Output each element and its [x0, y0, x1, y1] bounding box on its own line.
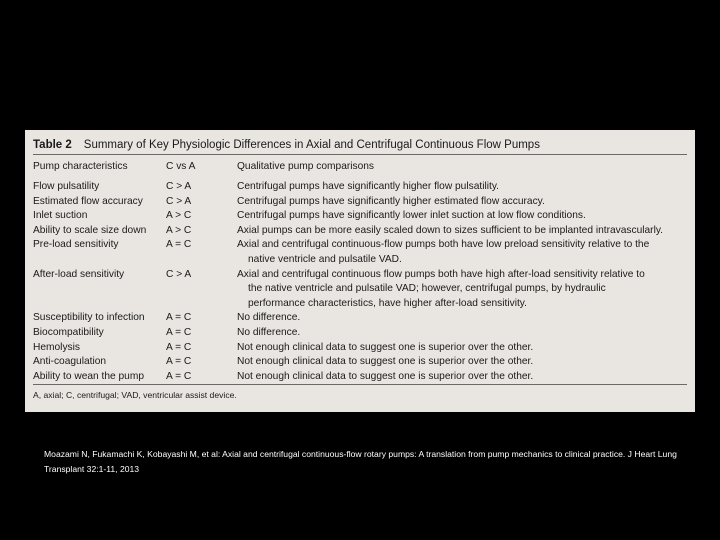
table-row — [33, 370, 687, 385]
cell-characteristic: Ability to scale size down — [33, 224, 147, 236]
cell-qualitative — [237, 224, 687, 239]
qualitative-line: performance characteristics, have higher after-load sensitivity. — [248, 297, 527, 309]
cell-characteristic: Ability to wean the pump — [33, 370, 144, 382]
cell-comparison: A > C — [166, 224, 192, 236]
cell-qualitative — [237, 341, 687, 356]
qualitative-line: Axial pumps can be more easily scaled down to sizes sufficient to be implanted intravascularly. — [237, 224, 664, 236]
qualitative-line: Axial and centrifugal continuous flow pumps both have high after-load sensitivity relative to — [237, 268, 645, 280]
table-row — [33, 326, 687, 341]
header-c-vs-a: C vs A — [166, 160, 196, 172]
qualitative-line: No difference. — [237, 326, 301, 338]
cell-characteristic: Biocompatibility — [33, 326, 104, 338]
cell-comparison: A = C — [166, 239, 192, 251]
cell-characteristic: Estimated flow accuracy — [33, 195, 143, 207]
cell-comparison: C > A — [166, 181, 192, 192]
table-row — [33, 177, 687, 195]
table-row — [33, 195, 687, 210]
cell-characteristic: After-load sensitivity — [33, 268, 125, 280]
qualitative-line: Not enough clinical data to suggest one is superior over the other. — [237, 370, 534, 382]
table-figure — [25, 130, 695, 412]
cell-qualitative — [237, 209, 687, 224]
table-row — [33, 238, 687, 267]
table-body — [33, 177, 687, 384]
table-label: Table 2 — [33, 139, 72, 151]
cell-qualitative — [237, 311, 687, 326]
cell-characteristic: Inlet suction — [33, 210, 88, 222]
table-row — [33, 355, 687, 370]
cell-comparison: A = C — [166, 326, 192, 338]
cell-qualitative — [237, 355, 687, 370]
qualitative-line: No difference. — [237, 312, 301, 324]
cell-qualitative — [237, 370, 687, 385]
cell-qualitative — [237, 238, 687, 267]
cell-characteristic: Anti-coagulation — [33, 356, 107, 368]
qualitative-line: Centrifugal pumps have significantly higher flow pulsatility. — [237, 181, 499, 192]
header-row — [33, 155, 687, 177]
qualitative-line: native ventricle and pulsatile VAD. — [248, 253, 402, 265]
citation: Moazami N, Fukamachi K, Kobayashi M, et al: Axial and centrifugal continuous-flow rotary pumps: A translation from pump mechanics to clinical practice. J Heart Lung Transplant 32:1-11, 2013 — [44, 449, 677, 474]
table-row — [33, 268, 687, 312]
table-title: Summary of Key Physiologic Differences in Axial and Centrifugal Continuous Flow Pumps — [83, 139, 540, 151]
table-row — [33, 311, 687, 326]
cell-comparison: A > C — [166, 210, 192, 222]
cell-comparison: C > A — [166, 195, 192, 207]
qualitative-line: Not enough clinical data to suggest one is superior over the other. — [237, 341, 534, 353]
qualitative-line: the native ventricle and pulsatile VAD; however, centrifugal pumps, by hydraulic — [248, 283, 606, 295]
table-title-row — [33, 136, 687, 154]
qualitative-line: Centrifugal pumps have significantly lower inlet suction at low flow conditions. — [237, 210, 586, 222]
header-characteristics: Pump characteristics — [33, 160, 128, 172]
cell-qualitative — [237, 326, 687, 341]
table-row — [33, 341, 687, 356]
cell-qualitative — [237, 268, 687, 312]
comparison-table — [33, 155, 687, 384]
qualitative-line: Centrifugal pumps have significantly higher estimated flow accuracy. — [237, 195, 545, 207]
cell-qualitative — [237, 177, 687, 195]
cell-characteristic: Pre-load sensitivity — [33, 239, 119, 251]
header-comparisons: Qualitative pump comparisons — [237, 160, 375, 172]
cell-comparison: A = C — [166, 341, 192, 353]
cell-comparison: A = C — [166, 312, 192, 324]
cell-comparison: C > A — [166, 268, 192, 280]
table-footnote: A, axial; C, centrifugal; VAD, ventricular assist device. — [33, 390, 237, 401]
cell-characteristic: Susceptibility to infection — [33, 312, 145, 324]
qualitative-line: Axial and centrifugal continuous-flow pumps both have low preload sensitivity relative to the — [237, 239, 650, 251]
cell-characteristic: Hemolysis — [33, 341, 80, 353]
table-row — [33, 224, 687, 239]
cell-comparison: A = C — [166, 356, 192, 368]
cell-characteristic: Flow pulsatility — [33, 181, 100, 192]
qualitative-line: Not enough clinical data to suggest one is superior over the other. — [237, 356, 534, 368]
cell-comparison: A = C — [166, 370, 192, 382]
table-row — [33, 209, 687, 224]
cell-qualitative — [237, 195, 687, 210]
